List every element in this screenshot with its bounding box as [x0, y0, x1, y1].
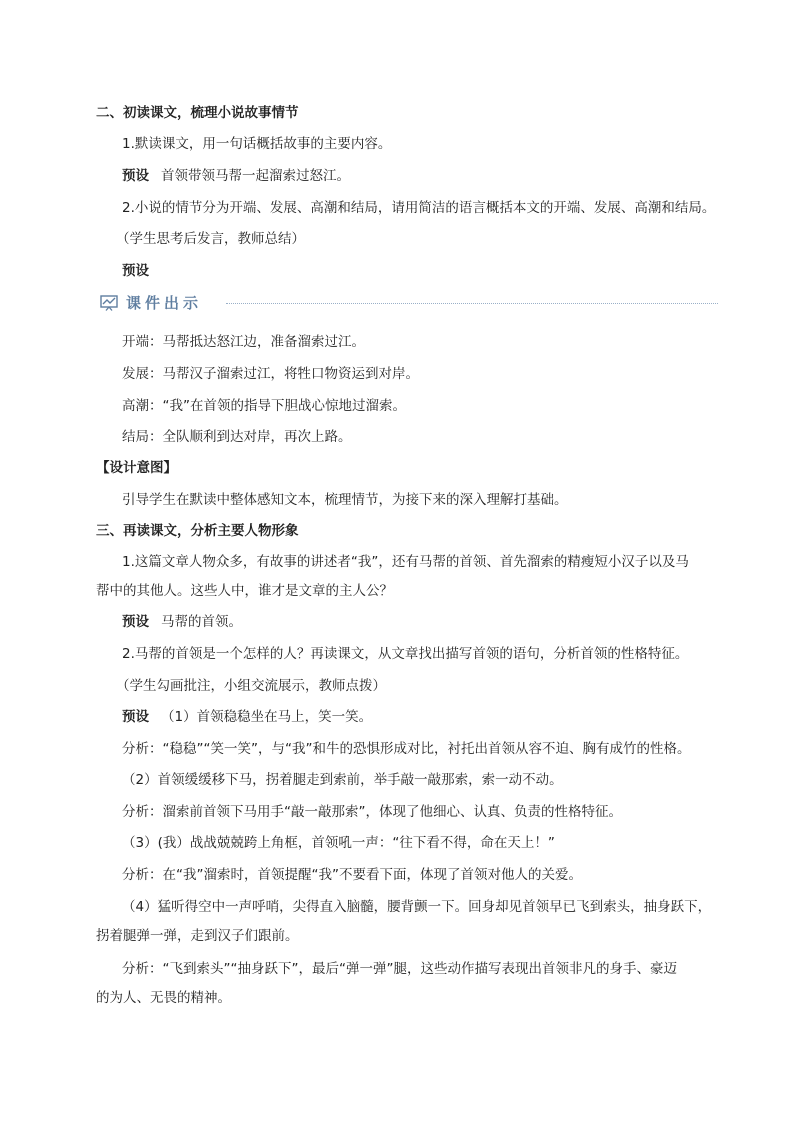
preset-label: 预设 [122, 168, 149, 184]
analysis2: 分析：溜索前首领下马用手“敲一敲那索”，体现了他细心、认真、负责的性格特征。 [122, 804, 622, 820]
chart-board-icon [100, 295, 118, 311]
analysis1: 分析：“稳稳”“笑一笑”，与“我”和牛的恐惧形成对比，衬托出首领从容不迫、胸有成竹的性格。 [122, 741, 691, 757]
analysis4-cont: 的为人、无畏的精神。 [96, 990, 231, 1006]
dotted-divider [226, 303, 718, 304]
courseware-banner [100, 292, 718, 316]
point4-cont: 拐着腿弹一弹，走到汉子们跟前。 [96, 928, 299, 944]
point-text: （1）首领稳稳坐在马上，笑一笑。 [161, 709, 373, 725]
plot-item: 开端：马帮抵达怒江边，准备溜索过江。 [122, 334, 365, 350]
analysis3: 分析：在“我”溜索时，首领提醒“我”不要看下面，体现了首领对他人的关爱。 [122, 867, 582, 883]
plot-item: 高潮：“我”在首领的指导下胆战心惊地过溜索。 [122, 398, 406, 414]
plot-item: 发展：马帮汉子溜索过江，将牲口物资运到对岸。 [122, 366, 419, 382]
answer-text: 马帮的首领。 [161, 614, 242, 630]
section2-question2: 2.小说的情节分为开端、发展、高潮和结局，请用简洁的语言概括本文的开端、发展、高潮和结局。 [122, 200, 716, 216]
point4: （4）猛听得空中一声呼哨，尖得直入脑髓，腰背颤一下。回身却见首领早已飞到索头，抽身跃下， [122, 899, 712, 915]
plot-item: 结局：全队顺利到达对岸，再次上路。 [122, 429, 352, 445]
section2-answer1 [122, 166, 350, 186]
point2: （2）首领缓缓移下马，拐着腿走到索前，举手敲一敲那索，索一动不动。 [122, 772, 563, 788]
design-intent-text: 引导学生在默读中整体感知文本，梳理情节，为接下来的深入理解打基础。 [122, 492, 568, 508]
preset-label: 预设 [122, 614, 149, 630]
preset-label: 预设 [122, 709, 149, 725]
section3-question2: 2.马帮的首领是一个怎样的人？再读课文，从文章找出描写首领的语句，分析首领的性格特征。 [122, 646, 689, 662]
courseware-title: 课件出示 [126, 294, 203, 312]
preset-point1 [122, 707, 372, 727]
section2-note: （学生思考后发言，教师总结） [116, 231, 305, 247]
section3-question1-cont: 帮中的其他人。这些人中，谁才是文章的主人公？ [96, 583, 393, 599]
answer-text: 首领带领马帮一起溜索过怒江。 [161, 168, 350, 184]
section2-question1: 1.默读课文，用一句话概括故事的主要内容。 [122, 136, 392, 152]
section3-note: （学生勾画批注，小组交流展示，教师点拨） [116, 678, 386, 694]
analysis4: 分析：“飞到索头”“抽身跃下”，最后“弹一弹”腿，这些动作描写表现出首领非凡的身手、豪迈 [122, 961, 677, 977]
section3-heading: 三、再读课文，分析主要人物形象 [96, 523, 299, 539]
design-intent-heading: 【设计意图】 [96, 460, 177, 476]
section2-heading: 二、初读课文，梳理小说故事情节 [96, 105, 299, 121]
point3: （3）(我）战战兢兢跨上角框，首领吼一声：“往下看不得，命在天上！” [122, 835, 555, 851]
preset-label: 预设 [122, 263, 149, 279]
section3-answer1 [122, 612, 242, 632]
section3-question1: 1.这篇文章人物众多，有故事的讲述者“我”，还有马帮的首领、首先溜索的精瘦短小汉子以及马 [122, 554, 689, 570]
